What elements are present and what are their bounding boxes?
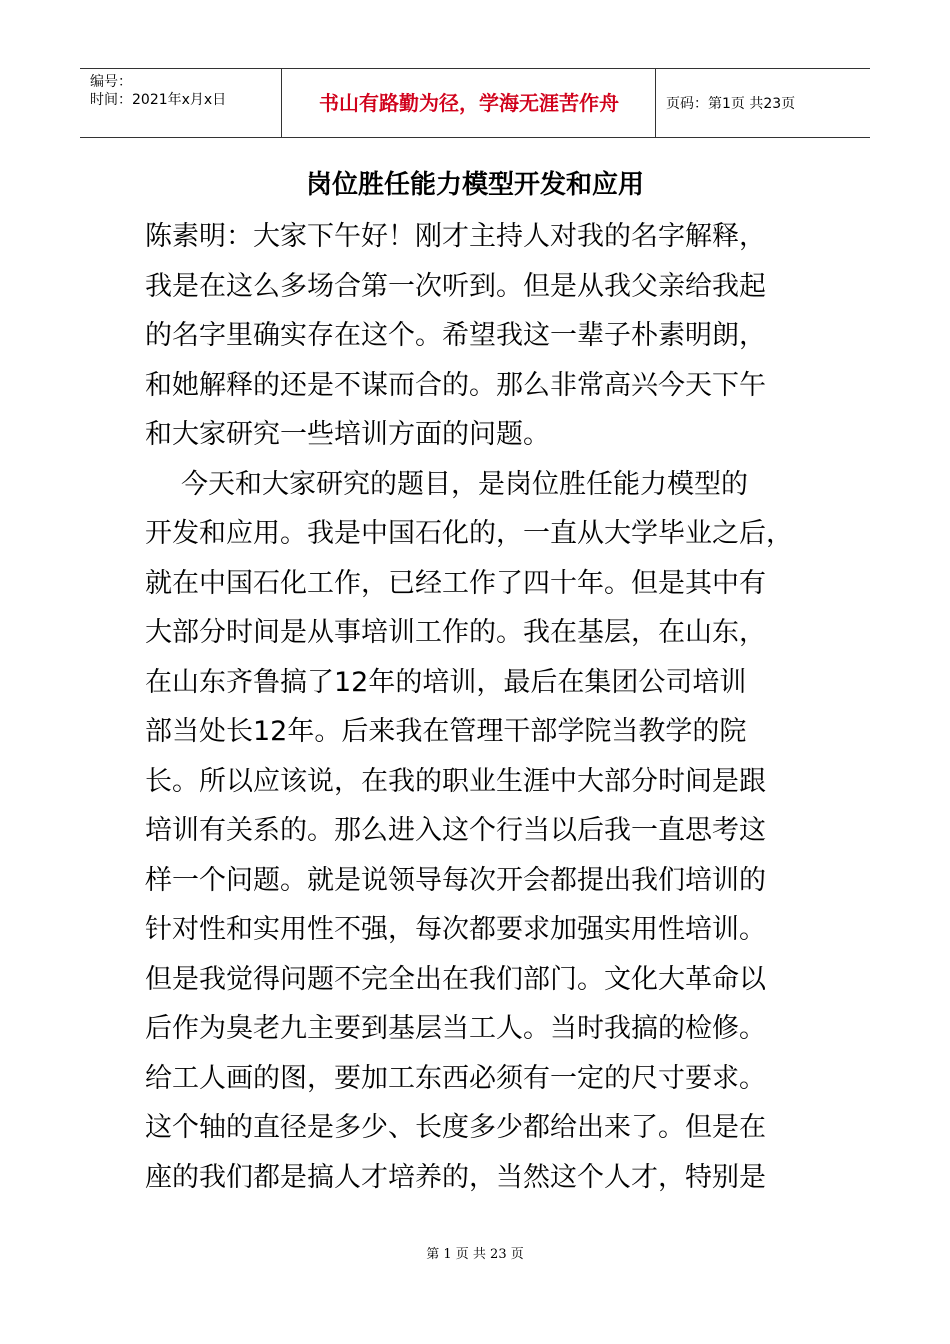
body-line: 长。所以应该说，在我的职业生涯中大部分时间是跟	[145, 765, 766, 797]
body-line: 我是在这么多场合第一次听到。但是从我父亲给我起	[145, 270, 766, 302]
body-line: 今天和大家研究的题目，是岗位胜任能力模型的	[181, 468, 748, 500]
body-line: 针对性和实用性不强，每次都要求加强实用性培训。	[145, 914, 766, 945]
body-line: 培训有关系的。那么进入这个行当以后我一直思考这	[145, 815, 766, 846]
serial-number-label: 编号：	[90, 74, 132, 90]
body-line: 这个轴的直径是多少、长度多少都给出来了。但是在	[145, 1112, 766, 1143]
motto-text: 书山有路勤为径，学海无涯苦作舟	[319, 91, 619, 115]
body-line: 给工人画的图，要加工东西必须有一定的尺寸要求。	[145, 1062, 766, 1094]
header-left-cell	[80, 69, 282, 137]
body-line: 和她解释的还是不谋而合的。那么非常高兴今天下午	[145, 369, 766, 401]
header-right-cell	[656, 69, 870, 137]
body-line: 大部分时间是从事培训工作的。我在基层，在山东，	[145, 617, 766, 648]
body-line: 后作为臭老九主要到基层当工人。当时我搞的检修。	[145, 1013, 766, 1044]
header-middle-cell	[282, 69, 656, 137]
body-line: 就在中国石化工作，已经工作了四十年。但是其中有	[145, 567, 766, 599]
body-line: 样一个问题。就是说领导每次开会都提出我们培训的	[145, 864, 766, 896]
body-line: 部当处长12年。后来我在管理干部学院当教学的院	[145, 716, 747, 747]
page-footer: 第 1 页 共 23 页	[426, 1247, 524, 1262]
date-label: 时间：2021年x月x日	[90, 92, 227, 108]
body-line: 和大家研究一些培训方面的问题。	[145, 419, 550, 450]
body-line: 陈素明：大家下午好！刚才主持人对我的名字解释，	[145, 221, 766, 252]
body-line: 在山东齐鲁搞了12年的培训，最后在集团公司培训	[145, 666, 747, 698]
body-line: 座的我们都是搞人才培养的，当然这个人才，特别是	[145, 1161, 766, 1193]
body-line: 开发和应用。我是中国石化的，一直从大学毕业之后，	[145, 518, 793, 549]
body-line: 的名字里确实存在这个。希望我这一辈子朴素明朗，	[145, 320, 766, 351]
document-title: 岗位胜任能力模型开发和应用	[305, 170, 644, 200]
body-line: 但是我觉得问题不完全出在我们部门。文化大革命以	[145, 963, 766, 995]
document-body	[145, 212, 815, 1202]
page-count-label: 页码：第1页 共23页	[666, 96, 796, 112]
header-table	[80, 68, 870, 138]
